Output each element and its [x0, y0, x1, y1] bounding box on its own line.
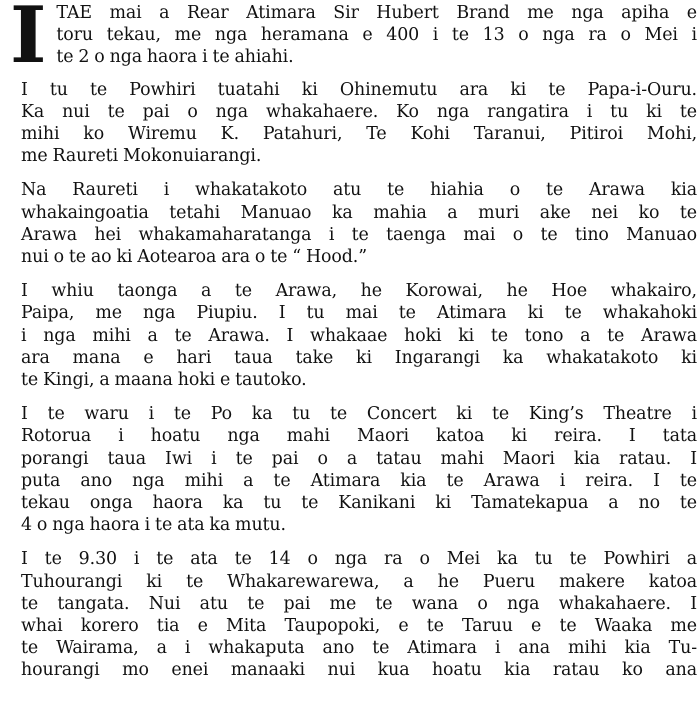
- text-line: TAE mai a Rear Atimara Sir Hubert Brand me nga apiha e: [56, 3, 697, 23]
- paragraph-4: [7, 280, 697, 391]
- article-page: [7, 0, 697, 694]
- text-line: ara mana e hari taua take ki Ingarangi ka whakatakoto ki: [21, 347, 697, 368]
- text-line: Ka nui te pai o nga whakahaere. Ko nga rangatira i tu ki te: [21, 101, 697, 122]
- text-line: puta ano nga mihi a te Atimara kia te Arawa i reira. I te: [21, 470, 697, 491]
- text-line: I whiu taonga a te Arawa, he Korowai, he Hoe whakairo,: [21, 281, 697, 302]
- text-line: I te waru i te Po ka tu te Concert ki te King’s Theatre i: [21, 404, 697, 425]
- text-line: 4 o nga haora i te ata ka mutu.: [21, 515, 286, 536]
- text-line: me Raureti Mokonuiarangi.: [21, 146, 262, 167]
- text-line: I tu te Powhiri tuatahi ki Ohinemutu ara ki te Papa-i-Ouru.: [21, 79, 697, 100]
- text-line: whakaingoatia tetahi Manuao ka mahia a muri ake nei ko te: [21, 202, 697, 223]
- text-line: Paipa, me nga Piupiu. I tu mai te Atimara ki te whakahoki: [21, 303, 697, 324]
- paragraph-5: [7, 403, 697, 536]
- text-line: Na Raureti i whakatakoto atu te hiahia o te Arawa kia: [21, 180, 697, 201]
- paragraph-3: [7, 179, 697, 268]
- paragraph-1: [7, 0, 697, 81]
- text-line: hourangi mo enei manaaki nui kua hoatu kia ratau ko ana: [21, 660, 697, 681]
- text-line: i nga mihi a te Arawa. I whakaae hoki ki te tono a te Arawa: [21, 325, 697, 346]
- text-line: toru tekau, me nga heramana e 400 i te 13 o nga ra o Mei i: [56, 25, 697, 46]
- text-line: nui o te ao ki Aotearoa ara o te “ Hood.”: [21, 247, 368, 268]
- drop-cap: I: [10, 0, 47, 81]
- text-line: te 2 o nga haora i te ahiahi.: [56, 47, 294, 68]
- text-line: porangi taua Iwi i te pai o a tatau mahi Maori kia ratau. I: [21, 448, 697, 469]
- text-line: Tuhourangi ki te Whakarewarewa, a he Pueru makere katoa: [21, 571, 697, 592]
- text-line: te Kingi, a maana hoki e tautoko.: [21, 370, 307, 391]
- text-line: whai korero tia e Mita Taupopoki, e te Taruu e te Waaka me: [21, 616, 697, 637]
- text-line: Arawa hei whakamaharatanga i te taenga mai o te tino Manuao: [21, 224, 697, 245]
- text-line: Rotorua i hoatu nga mahi Maori katoa ki reira. I tata: [21, 426, 697, 447]
- text-line: te Wairama, a i whakaputa ano te Atimara i ana mihi kia Tu-: [21, 638, 697, 659]
- text-line: tekau onga haora ka tu te Kanikani ki Tamatekapua a no te: [21, 493, 697, 514]
- paragraph-6: [7, 548, 697, 681]
- text-line: mihi ko Wiremu K. Patahuri, Te Kohi Taranui, Pitiroi Mohi,: [21, 124, 697, 145]
- text-line: I te 9.30 i te ata te 14 o nga ra o Mei ka tu te Powhiri a: [21, 549, 697, 570]
- text-line: te tangata. Nui atu te pai me te wana o nga whakahaere. I: [21, 593, 697, 614]
- paragraph-2: [7, 79, 697, 168]
